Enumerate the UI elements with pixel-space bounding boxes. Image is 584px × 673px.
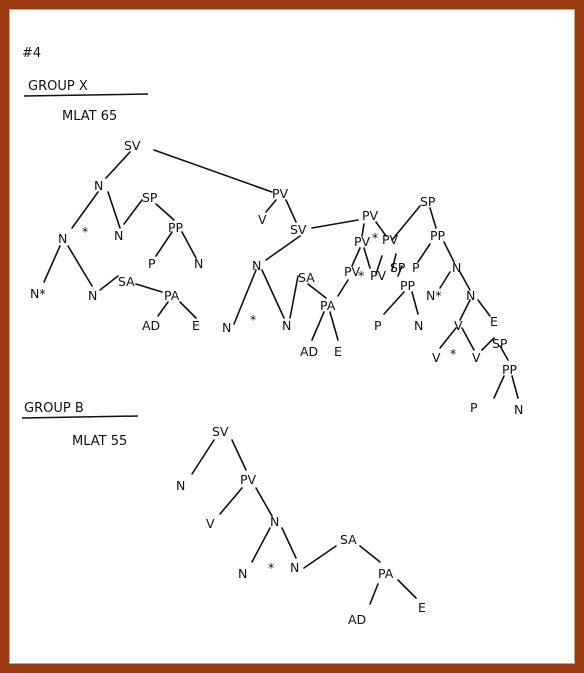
tree-node-label: *: [372, 230, 379, 245]
tree-edge: [462, 328, 474, 350]
group-x-subtitle: MLAT 65: [62, 109, 118, 124]
tree-node-label: N: [222, 320, 232, 335]
tree-edge: [72, 192, 98, 228]
tree-node-label: V: [432, 350, 441, 365]
tree-edge: [494, 376, 504, 398]
group-x-underline: [24, 94, 148, 96]
tree-edge: [252, 528, 270, 562]
tree-node-label: E: [418, 600, 426, 615]
tree-edge: [370, 584, 378, 604]
tree-node-label: *: [250, 312, 257, 327]
tree-edge: [286, 200, 296, 222]
tree-edge: [398, 580, 416, 598]
tree-edge: [192, 440, 214, 474]
tree-edge: [512, 376, 518, 398]
tree-node-label: AD: [300, 344, 319, 359]
tree-node-label: N: [290, 560, 300, 575]
tree-edge: [158, 302, 168, 316]
tree-edge: [330, 312, 338, 340]
tree-edge: [262, 270, 284, 318]
tree-edge: [44, 246, 60, 282]
tree-node-label: SP: [420, 194, 436, 209]
tree-edge: [266, 200, 276, 212]
tree-edge: [430, 208, 436, 228]
tree-node-label: E: [334, 344, 342, 359]
tree-edge: [108, 192, 120, 228]
tree-node-label: SV: [290, 222, 307, 237]
tree-node-label: PV: [362, 208, 379, 223]
tree-edge: [100, 276, 118, 290]
tree-edge: [106, 152, 130, 178]
tree-edge: [266, 236, 300, 260]
group-b-tree-nodes: [176, 424, 426, 627]
tree-node-label: N: [194, 256, 204, 271]
tree-node-label: N*: [30, 286, 46, 301]
tree-node-label: N: [114, 228, 124, 243]
tree-edge: [154, 150, 272, 192]
tree-node-label: P: [412, 260, 420, 275]
tree-edge: [312, 312, 324, 340]
tree-edge: [282, 528, 296, 558]
tree-node-label: N: [514, 402, 524, 417]
tree-node-label: E: [192, 318, 200, 333]
tree-node-label: V: [206, 516, 215, 531]
tree-edge: [418, 244, 430, 262]
tree-node-label: PA: [378, 566, 394, 581]
tree-node-label: PP: [168, 220, 184, 235]
tree-edge: [478, 300, 490, 316]
tree-edge: [304, 546, 336, 568]
tree-node-label: PA: [320, 298, 336, 313]
tree-node-label: PV: [382, 232, 399, 247]
tree-edge: [156, 204, 174, 220]
tree-edge: [412, 292, 418, 314]
tree-node-label: PV: [272, 186, 289, 201]
tree-node-label: *: [82, 224, 89, 239]
tree-node-label: E: [490, 314, 498, 329]
tree-node-label: PV: [240, 472, 257, 487]
tree-node-label: N: [282, 318, 292, 333]
tree-node-label: PP: [430, 228, 446, 243]
tree-edge: [444, 242, 454, 262]
tree-node-label: SV: [212, 424, 229, 439]
tree-edge: [232, 440, 246, 470]
tree-node-label: N: [238, 566, 248, 581]
tree-node-label: P: [374, 318, 382, 333]
tree-node-label: N: [58, 231, 68, 246]
tree-node-label: *: [268, 560, 275, 575]
tree-edge: [460, 300, 470, 320]
tree-node-label: N: [176, 478, 186, 493]
tree-node-label: *: [450, 346, 457, 361]
group-b-title: GROUP B: [24, 401, 84, 416]
tree-node-label: PA: [164, 288, 180, 303]
tree-node-label: V: [454, 318, 463, 333]
tree-edge: [68, 246, 92, 286]
group-x-title: GROUP X: [28, 79, 88, 94]
group-x-tree-nodes: [30, 138, 523, 417]
tree-node-label: V: [258, 212, 267, 227]
tree-node-label: SV: [124, 138, 141, 153]
tree-node-label: PP: [400, 278, 416, 293]
tree-edge: [180, 302, 196, 318]
tree-edge: [136, 284, 162, 292]
tree-edge: [312, 220, 358, 228]
tree-edge: [156, 232, 172, 256]
group-b-subtitle: MLAT 55: [72, 434, 128, 449]
tree-edge: [256, 488, 272, 516]
tree-node-label: SP: [492, 336, 508, 351]
tree-edge: [384, 292, 404, 314]
tree-node-label: N: [414, 318, 424, 333]
tree-node-label: N: [88, 288, 98, 303]
tree-edge: [124, 200, 142, 224]
tree-node-label: PP: [502, 362, 518, 377]
tree-node-label: N: [452, 260, 462, 275]
tree-node-label: PV: [354, 234, 371, 249]
tree-node-label: AD: [142, 318, 161, 333]
tree-edge: [338, 280, 348, 296]
tree-node-label: PV: [370, 268, 387, 283]
tree-node-label: N: [270, 514, 280, 529]
tree-edge: [220, 488, 242, 514]
tree-node-label: PV: [344, 264, 361, 279]
group-b-underline: [22, 416, 138, 418]
tree-edge: [182, 232, 196, 258]
tree-node-label: SP: [142, 190, 158, 205]
page-number: #4: [22, 46, 42, 61]
tree-node-label: P: [148, 256, 156, 271]
tree-node-label: V: [472, 350, 481, 365]
tree-node-label: P: [470, 400, 478, 415]
tree-node-label: N: [94, 178, 104, 193]
tree-edge: [440, 272, 450, 288]
tree-edge: [360, 546, 380, 562]
tree-node-label: *: [358, 268, 365, 283]
tree-edge: [308, 284, 326, 298]
tree-node-label: AD: [348, 612, 367, 627]
tree-edge: [290, 276, 298, 318]
tree-node-label: N: [252, 258, 262, 273]
tree-edge: [364, 248, 370, 268]
tree-node-label: SA: [298, 270, 315, 285]
tree-node-label: N*: [426, 288, 442, 303]
tree-node-label: SP: [390, 260, 406, 275]
tree-node-label: N: [466, 288, 476, 303]
tree-node-label: SA: [118, 274, 135, 289]
tree-node-label: SA: [340, 532, 357, 547]
